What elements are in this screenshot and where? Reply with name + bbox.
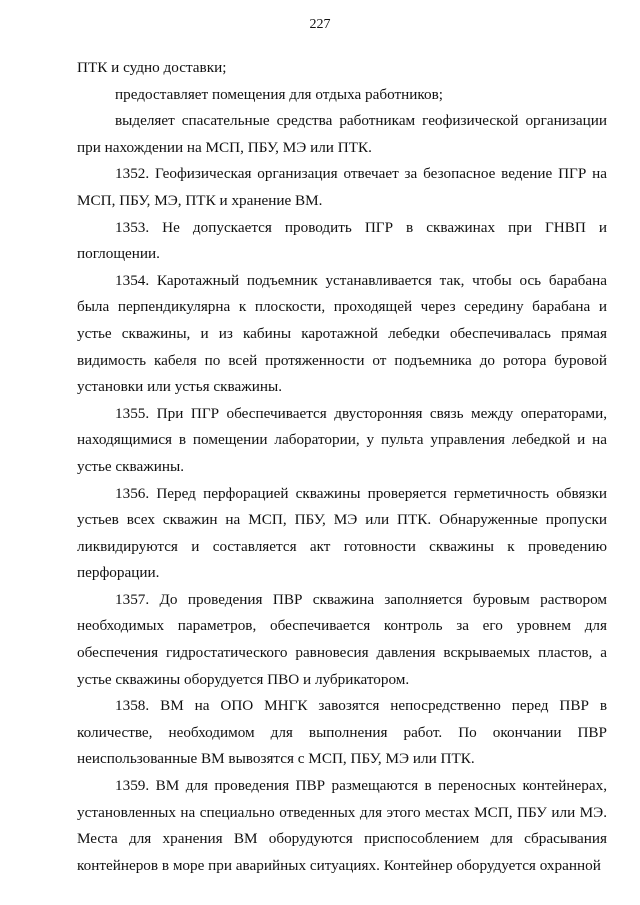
paragraph-1353: 1353. Не допускается проводить ПГР в скважинах при ГНВП и поглощении.	[77, 218, 607, 263]
paragraph-1352: 1352. Геофизическая организация отвечает за безопасное ведение ПГР на МСП, ПБУ, МЭ, ПТК и хранение ВМ.	[77, 165, 607, 209]
paragraph-rest-rooms: предоставляет помещения для отдыха работников;	[115, 85, 443, 103]
paragraph-1359: 1359. ВМ для проведения ПВР размещаются в переносных контейнерах, установленных на специально отведенных для этого местах МСП, ПБУ или МЭ. Места для хранения ВМ оборудуются приспособлением для сбрасывания контейнеров в море при аварийных ситуациях. Контейнер оборудуется охранной	[77, 777, 607, 874]
paragraph-1354: 1354. Каротажный подъемник устанавливается так, чтобы ось барабана была перпендикулярна к плоскости, проходящей через середину барабана и устье скважины, и из кабины каротажной лебедки обеспечивалась прямая видимость кабеля по всей протяженности от подъемника до ротора буровой установки или устья скважины.	[77, 271, 607, 396]
document-body	[77, 55, 607, 879]
page-number: 227	[309, 17, 331, 32]
paragraph-1355: 1355. При ПГР обеспечивается двусторонняя связь между операторами, находящимися в помещении лаборатории, у пульта управления лебедкой и на устье скважины.	[77, 404, 607, 475]
paragraph-1356: 1356. Перед перфорацией скважины проверяется герметичность обвязки устьев всех скважин на МСП, ПБУ, МЭ или ПТК. Обнаруженные пропуски ликвидируются и составляется акт готовности скважины к проведению перфорации.	[77, 484, 607, 582]
paragraph-continuation: ПТК и судно доставки;	[77, 59, 227, 76]
paragraph-1357: 1357. До проведения ПВР скважина заполняется буровым раствором необходимых параметров, обеспечивается контроль за его уровнем для обеспечения гидростатического равновесия давления вскрываемых пластов, а устье скважины оборудуется ПВО и лубрикатором.	[77, 590, 607, 688]
paragraph-1358: 1358. ВМ на ОПО МНГК завозятся непосредственно перед ПВР в количестве, необходимом для выполнения работ. По окончании ПВР неиспользованные ВМ вывозятся с МСП, ПБУ, МЭ или ПТК.	[77, 697, 607, 768]
paragraph-rescue-equipment: выделяет спасательные средства работникам геофизической организации при нахождении на МСП, ПБУ, МЭ или ПТК.	[77, 112, 607, 156]
